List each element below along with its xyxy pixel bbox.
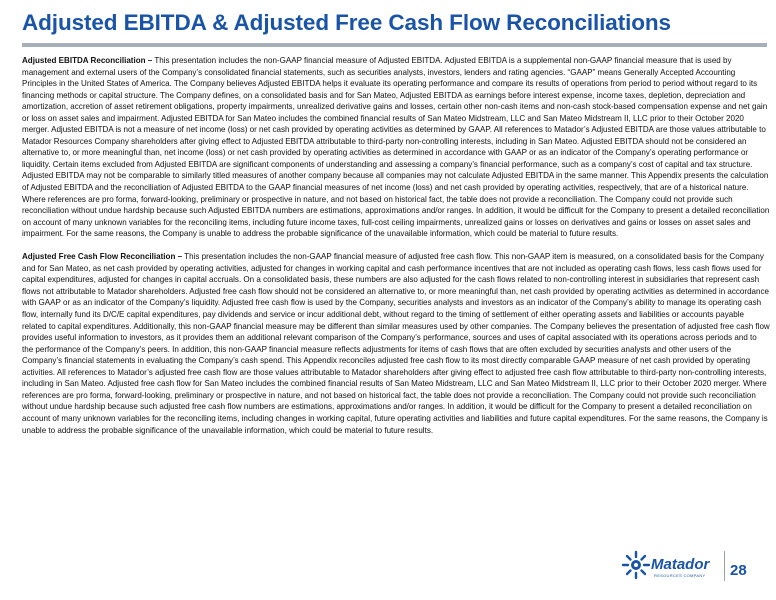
section-lead: Adjusted Free Cash Flow Reconciliation – bbox=[22, 252, 183, 262]
page-title: Adjusted EBITDA & Adjusted Free Cash Flow Reconciliations bbox=[22, 10, 671, 35]
page-number: 28 bbox=[730, 562, 747, 579]
document-body bbox=[22, 55, 770, 436]
section-lead: Adjusted EBITDA Reconciliation – bbox=[22, 56, 153, 65]
matador-logo-icon bbox=[620, 548, 718, 582]
footer-divider bbox=[724, 551, 725, 581]
section-text: This presentation includes the non-GAAP financial measure of Adjusted EBITDA. Adjusted EBITDA is a supplemental non-GAAP financial measure that is used by management and external users of the Company’s consolidated financial statements, such as securities analysts, investors, lenders and rating agencies. “GAAP” means Generally Accepted Accounting Principles in the United States of America. The Company believes Adjusted EBITDA helps it evaluate its operating performance and compare its results of operations from period to period without regard to its financing methods or capital structure. The Company defines, on a consolidated basis and for San Mateo, Adjusted EBITDA as earnings before interest expense, income taxes, depletion, depreciation and amortization, accretion of asset retirement obligations, property impairments, unrealized derivative gains and losses, certain other non-cash items and non-cash stock-based compensation expense and net gain or loss on asset sales and impairment. Adjusted EBITDA for San Mateo includes the combined financial results of San Mateo Midstream, LLC and San Mateo Midstream II, LLC prior to their October 2020 merger. Adjusted EBITDA is not a measure of net income (loss) or net cash provided by operating activities as determined by GAAP. All references to Matador’s Adjusted EBITDA are those values attributable to Matador Resources Company shareholders after giving effect to Adjusted EBITDA attributable to third-party non-controlling interests, including in San Mateo. Adjusted EBITDA should not be considered an alternative to, or more meaningful than, net income (loss) or net cash provided by operating activities as determined in accordance with GAAP or as an indicator of the Company’s operating performance or liquidity. Certain items excluded from Adjusted EBITDA are significant components of understanding and assessing a company’s financial performance, such as a company’s cost of capital and tax structure. Adjusted EBITDA may not be comparable to similarly titled measures of another company because all companies may not calculate Adjusted EBITDA in the same manner. This Appendix presents the calculation of Adjusted EBITDA and the reconciliation of Adjusted EBITDA to the GAAP financial measures of net income (loss) and net cash provided by operating activities, respectively, that are of a historical nature. Where references are pro forma, forward-looking, preliminary or prospective in nature, and not based on historical fact, the table does not provide a reconciliation. The Company could not provide such reconciliation without undue hardship because such Adjusted EBITDA numbers are estimations, approximations and/or ranges. In addition, it would be difficult for the Company to present a detailed reconciliation on account of many unknown variables for the reconciling items, including future income taxes, full-cost ceiling impairments, unrealized gains or losses on derivatives and gains or losses on asset sales and impairment. For the same reasons, the Company is unable to address the probable significance of the unavailable information, which could be material to future results. bbox=[22, 56, 770, 239]
svg-text:Matador: Matador bbox=[651, 556, 710, 573]
title-divider bbox=[22, 43, 767, 47]
section-adjusted-ebitda bbox=[22, 55, 770, 240]
section-text: This presentation includes the non-GAAP financial measure of adjusted free cash flow. This non-GAAP item is measured, on a consolidated basis for the Company and for San Mateo, as net cash provided by operating activities, adjusted for changes in working capital and cash performance incentives that are not included as operating cash flows, less cash flows used for capital expenditures, adjusted for changes in capital accruals. On a consolidated basis, these numbers are also adjusted for the cash flows related to non-controlling interest in subsidiaries that represent cash flows not attributable to Matador shareholders. Adjusted free cash flow should not be considered an alternative to, or more meaningful than, net cash provided by operating activities as determined in accordance with GAAP or as an indicator of the Company’s liquidity. Adjusted free cash flow is used by the Company, securities analysts and investors as an indicator of the Company’s ability to manage its operating cash flow, internally fund its D/C/E capital expenditures, pay dividends and service or incur additional debt, without regard to the timing of settlement of either operating assets and liabilities or accounts payable related to capital expenditures. Additionally, this non-GAAP financial measure may be different than similar measures used by other companies. The Company believes the presentation of adjusted free cash flow provides useful information to investors, as it provides them an additional relevant comparison of the Company’s performance, sources and uses of capital associated with its operations across periods and to the performance of the Company’s peers. In addition, this non-GAAP financial measure reflects adjustments for items of cash flows that are often excluded by securities analysts and other users of the Company’s financial statements in evaluating the Company’s cash spend. This Appendix reconciles adjusted free cash flow to its most directly comparable GAAP measure of net cash provided by operating activities. All references to Matador’s adjusted free cash flow are those values attributable to Matador shareholders after giving effect to adjusted free cash flow attributable to third-party non-controlling interests, including in San Mateo. Adjusted free cash flow for San Mateo includes the combined financial results of San Mateo Midstream, LLC and San Mateo Midstream II, LLC prior to their October 2020 merger. Where references are pro forma, forward-looking, preliminary or prospective in nature, and not based on historical fact, the table does not provide a reconciliation. The Company could not provide such reconciliation without undue hardship because such adjusted free cash flow numbers are estimations, approximations and/or ranges. In addition, it would be difficult for the Company to present a detailed reconciliation on account of many unknown variables for the reconciling items, including changes in working capital, future operating activities and liabilities and future capital expenditures. For the same reasons, the Company is unable to address the probable significance of the unavailable information, which could be material to future results. bbox=[22, 252, 770, 435]
section-adjusted-free-cash-flow bbox=[22, 251, 770, 436]
svg-text:RESOURCES COMPANY: RESOURCES COMPANY bbox=[654, 573, 706, 578]
